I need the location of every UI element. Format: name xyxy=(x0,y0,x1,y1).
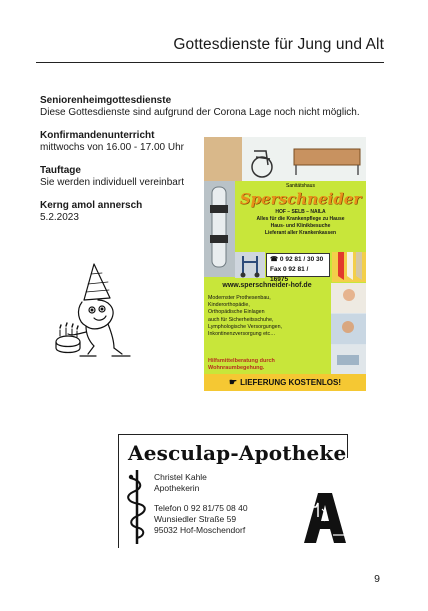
apotheke-advertisement xyxy=(118,434,348,548)
sanitaetshaus-logo-block xyxy=(235,181,366,252)
delivery-banner: ☛ LIEFERUNG KOSTENLOS! xyxy=(204,374,366,391)
apotheke-a-logo-icon xyxy=(300,489,350,545)
service-item: Inkontinenzversorgung etc… xyxy=(208,331,276,338)
company-label: Sanitätshaus xyxy=(286,183,315,189)
birthday-cartoon-icon xyxy=(50,262,142,362)
section-text: Diese Gottesdienste sind aufgrund der Corona Lage noch nicht möglich. xyxy=(40,107,360,118)
section-text: Sie werden individuell vereinbart xyxy=(40,177,184,188)
phone-number: ☎ 0 92 81 / 30 30 xyxy=(270,256,324,263)
pharmacist-name: Christel Kahle xyxy=(154,472,207,482)
pharmacy-street: Wunsiedler Straße 59 xyxy=(154,514,237,524)
pharmacist-title: Apothekerin xyxy=(154,483,200,493)
orthosis-photo xyxy=(204,181,235,277)
section-title: Seniorenheimgottesdienste xyxy=(40,95,172,106)
section-senior-services xyxy=(40,95,370,119)
pharmacy-contact xyxy=(154,503,248,536)
wheelchair-and-bed-icon xyxy=(204,137,366,181)
advice-note: Hilfsmittelberatung durch Wohnraumbegehung. xyxy=(208,358,275,371)
service-item: auch für Sicherheitsschuhe, xyxy=(208,316,274,323)
section-title: Tauftage xyxy=(40,165,81,176)
insurers-line: Lieferant aller Krankenkassen xyxy=(264,230,337,236)
stockings-photo xyxy=(332,252,366,282)
phone-box xyxy=(266,253,330,283)
header-rule xyxy=(36,62,384,63)
section-title: Kerng amol annersch xyxy=(40,200,143,211)
visits-line: Haus- und Klinikbesuche xyxy=(270,223,331,229)
page-number: 9 xyxy=(374,573,380,585)
locations: HOF – SELB – NAILA xyxy=(275,209,326,215)
tagline: Alles für die Krankenpflege zu Hause xyxy=(256,216,345,222)
fax-number: Fax 0 92 81 / 16975 xyxy=(270,266,309,283)
service-list xyxy=(208,295,332,338)
brand-name: Sperschneider xyxy=(239,190,362,208)
aesculap-staff-icon xyxy=(125,468,149,546)
phone-icon: ☎ xyxy=(270,256,279,263)
section-title: Konfirmandenunterricht xyxy=(40,130,155,141)
page-header xyxy=(0,0,428,66)
service-item: Kinderorthopädie, xyxy=(208,302,250,309)
ad-frame-edge xyxy=(347,434,348,458)
product-photo-banner xyxy=(204,137,366,181)
sanitaetshaus-advertisement xyxy=(204,137,366,391)
care-photos xyxy=(331,283,366,375)
section-text: 5.2.2023 xyxy=(40,212,79,223)
pharmacy-name: Aesculap-Apotheke xyxy=(128,441,347,465)
service-item: Lymphologische Versorgungen, xyxy=(208,323,283,330)
section-text: mittwochs von 16.00 - 17.00 Uhr xyxy=(40,142,184,153)
pharmacy-city: 95032 Hof-Moschendorf xyxy=(154,525,246,535)
pharmacy-phone: Telefon 0 92 81/75 08 40 xyxy=(154,503,248,513)
header-title: Gottesdienste für Jung und Alt xyxy=(173,36,384,53)
service-item: Modernster Prothesenbau, xyxy=(208,295,271,301)
pointing-hand-icon: ☛ xyxy=(229,377,238,387)
service-item: Orthopädische Einlagen xyxy=(208,309,265,316)
walker-photo xyxy=(235,252,265,278)
website: www.sperschneider-hof.de xyxy=(222,282,312,289)
pharmacist xyxy=(154,472,207,494)
